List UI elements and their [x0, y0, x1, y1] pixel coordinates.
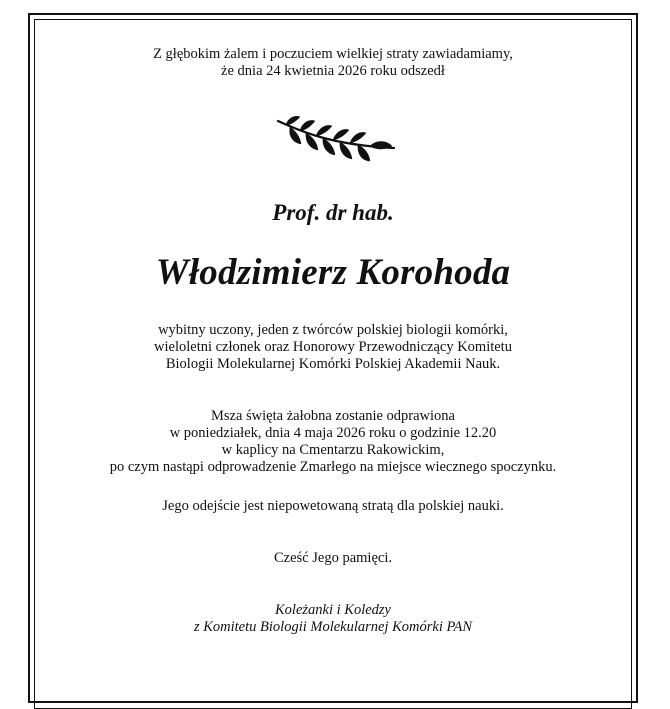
description-line-2: wieloletni członek oraz Honorowy Przewodniczący Komitetu — [154, 339, 512, 355]
funeral-line-3: w kaplicy na Cmentarzu Rakowickim, — [221, 442, 445, 458]
honor-statement: Cześć Jego pamięci. — [274, 550, 392, 566]
intro-line-2: że dnia 24 kwietnia 2026 roku odszedł — [221, 63, 445, 79]
laurel-branch-icon — [274, 115, 399, 175]
description-text — [34, 322, 632, 373]
funeral-line-1: Msza święta żałobna zostanie odprawiona — [211, 408, 455, 424]
loss-statement: Jego odejście jest niepowetowaną stratą dla polskiej nauki. — [162, 498, 504, 514]
intro-text — [34, 46, 632, 80]
academic-title: Prof. dr hab. — [272, 200, 394, 225]
signature-line-1: Koleżanki i Koledzy — [275, 602, 391, 618]
signature-line-2: z Komitetu Biologii Molekularnej Komórki PAN — [193, 619, 473, 635]
intro-line-1: Z głębokim żalem i poczuciem wielkiej straty zawiadamiamy, — [153, 46, 513, 62]
funeral-line-4: po czym nastąpi odprowadzenie Zmarłego na miejsce wiecznego spoczynku. — [109, 459, 557, 475]
funeral-info — [34, 408, 632, 476]
description-line-1: wybitny uczony, jeden z twórców polskiej biologii komórki, — [158, 322, 508, 338]
signature — [34, 602, 632, 636]
funeral-line-2: w poniedziałek, dnia 4 maja 2026 roku o godzinie 12.20 — [169, 425, 497, 441]
deceased-name: Włodzimierz Korohoda — [155, 252, 511, 293]
description-line-3: Biologii Molekularnej Komórki Polskiej Akademii Nauk. — [165, 356, 501, 372]
